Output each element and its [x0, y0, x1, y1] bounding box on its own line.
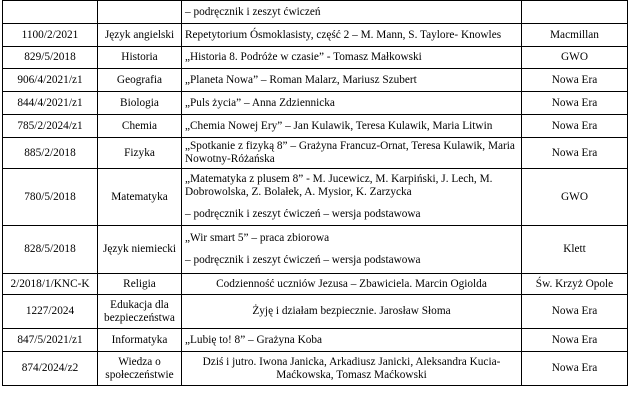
- textbook-table: [2, 0, 628, 386]
- approval-number-cell: 874/2024/z2: [3, 352, 98, 386]
- title-line: – podręcznik i zeszyt ćwiczeń – wersja podstawowa: [185, 254, 421, 266]
- publisher-cell: Klett: [522, 226, 628, 274]
- title-line: – podręcznik i zeszyt ćwiczeń: [185, 5, 321, 18]
- table-row: [3, 138, 628, 169]
- title-author-cell: [182, 226, 522, 274]
- title-line: – podręcznik i zeszyt ćwiczeń – wersja podstawowa: [185, 208, 421, 220]
- publisher-cell: GWO: [522, 169, 628, 226]
- title-line: „Lubię to! 8” – Grażyna Koba: [185, 333, 323, 346]
- table-row: [3, 295, 628, 329]
- textbook-list-document: [2, 0, 628, 386]
- approval-number-cell: 829/5/2018: [3, 47, 98, 69]
- publisher-cell: Nowa Era: [522, 329, 628, 352]
- title-author-cell: [182, 329, 522, 352]
- subject-cell: Informatyka: [98, 329, 182, 352]
- subject-cell: Historia: [98, 47, 182, 69]
- approval-number-cell: 780/5/2018: [3, 169, 98, 226]
- approval-number-cell: [3, 1, 98, 24]
- approval-number-cell: 785/2/2024/z1: [3, 115, 98, 138]
- subject-cell: Edukacja dla bezpieczeństwa: [98, 295, 182, 329]
- publisher-cell: GWO: [522, 47, 628, 69]
- table-row: [3, 24, 628, 47]
- table-row: [3, 115, 628, 138]
- title-author-cell: [182, 1, 522, 24]
- title-line: „Chemia Nowej Ery” – Jan Kulawik, Teresa Kulawik, Maria Litwin: [185, 119, 493, 132]
- subject-cell: Fizyka: [98, 138, 182, 169]
- title-line: Żyję i działam bezpiecznie. Jarosław Słoma: [252, 305, 451, 317]
- table-row: [3, 274, 628, 295]
- table-row: [3, 47, 628, 69]
- title-line: „Matematyka z plusem 8” - M. Jucewicz, M. Karpiński, J. Lech, M.: [185, 173, 493, 185]
- subject-cell: Wiedza o społeczeństwie: [98, 352, 182, 386]
- title-line: „Planeta Nowa” – Roman Malarz, Mariusz Szubert: [185, 73, 417, 86]
- title-author-cell: [182, 352, 522, 386]
- subject-cell: Religia: [98, 274, 182, 295]
- approval-number-cell: 1100/2/2021: [3, 24, 98, 47]
- publisher-cell: [522, 1, 628, 24]
- publisher-cell: Nowa Era: [522, 295, 628, 329]
- subject-cell: Matematyka: [98, 169, 182, 226]
- table-row: [3, 352, 628, 386]
- table-row: [3, 92, 628, 115]
- approval-number-cell: 847/5/2021/z1: [3, 329, 98, 352]
- title-line: „Wir smart 5” – praca zbiorowa: [185, 232, 330, 244]
- title-line: „Puls życia” – Anna Zdziennicka: [185, 96, 335, 109]
- approval-number-cell: 906/4/2021/z1: [3, 69, 98, 92]
- table-body: [3, 1, 628, 386]
- publisher-cell: Nowa Era: [522, 352, 628, 386]
- title-line: Codzienność uczniów Jezusa – Zbawiciela. Marcin Ogiolda: [216, 277, 487, 290]
- publisher-cell: Nowa Era: [522, 92, 628, 115]
- title-line: „Historia 8. Podróże w czasie” - Tomasz Małkowski: [185, 51, 422, 63]
- title-author-cell: [182, 69, 522, 92]
- table-row: [3, 69, 628, 92]
- subject-cell: Język niemiecki: [98, 226, 182, 274]
- title-line: „Spotkanie z fizyką 8” – Grażyna Francuz-Ornat, Teresa Kulawik, Maria: [185, 140, 515, 152]
- publisher-cell: Św. Krzyż Opole: [522, 274, 628, 295]
- subject-cell: Chemia: [98, 115, 182, 138]
- approval-number-cell: 1227/2024: [3, 295, 98, 329]
- title-author-cell: [182, 274, 522, 295]
- title-line: Dobrowolska, Z. Bolałek, A. Mysior, K. Zarzycka: [185, 186, 412, 198]
- approval-number-cell: 844/4/2021/z1: [3, 92, 98, 115]
- approval-number-cell: 828/5/2018: [3, 226, 98, 274]
- subject-cell: Geografia: [98, 69, 182, 92]
- approval-number-cell: 885/2/2018: [3, 138, 98, 169]
- subject-cell: Język angielski: [98, 24, 182, 47]
- table-row: [3, 226, 628, 274]
- publisher-cell: Nowa Era: [522, 69, 628, 92]
- title-author-cell: [182, 24, 522, 47]
- publisher-cell: Nowa Era: [522, 115, 628, 138]
- publisher-cell: Macmillan: [522, 24, 628, 47]
- title-spacer: [185, 245, 518, 254]
- title-author-cell: [182, 295, 522, 329]
- table-row: [3, 1, 628, 24]
- title-author-cell: [182, 169, 522, 226]
- title-line: Dziś i jutro. Iwona Janicka, Arkadiusz Janicki, Aleksandra Kucia-: [202, 355, 501, 368]
- title-line: Maćkowska, Tomasz Maćkowski: [276, 368, 427, 381]
- title-author-cell: [182, 138, 522, 169]
- subject-cell: Biologia: [98, 92, 182, 115]
- title-author-cell: [182, 115, 522, 138]
- title-spacer: [185, 199, 518, 208]
- title-line: Repetytorium Ósmoklasisty, część 2 – M. Mann, S. Taylore- Knowles: [185, 28, 502, 41]
- title-line: Nowotny-Różańska: [185, 153, 275, 165]
- approval-number-cell: 2/2018/1/KNC-K: [3, 274, 98, 295]
- table-row: [3, 169, 628, 226]
- subject-cell: [98, 1, 182, 24]
- title-author-cell: [182, 92, 522, 115]
- title-author-cell: [182, 47, 522, 69]
- publisher-cell: Nowa Era: [522, 138, 628, 169]
- table-row: [3, 329, 628, 352]
